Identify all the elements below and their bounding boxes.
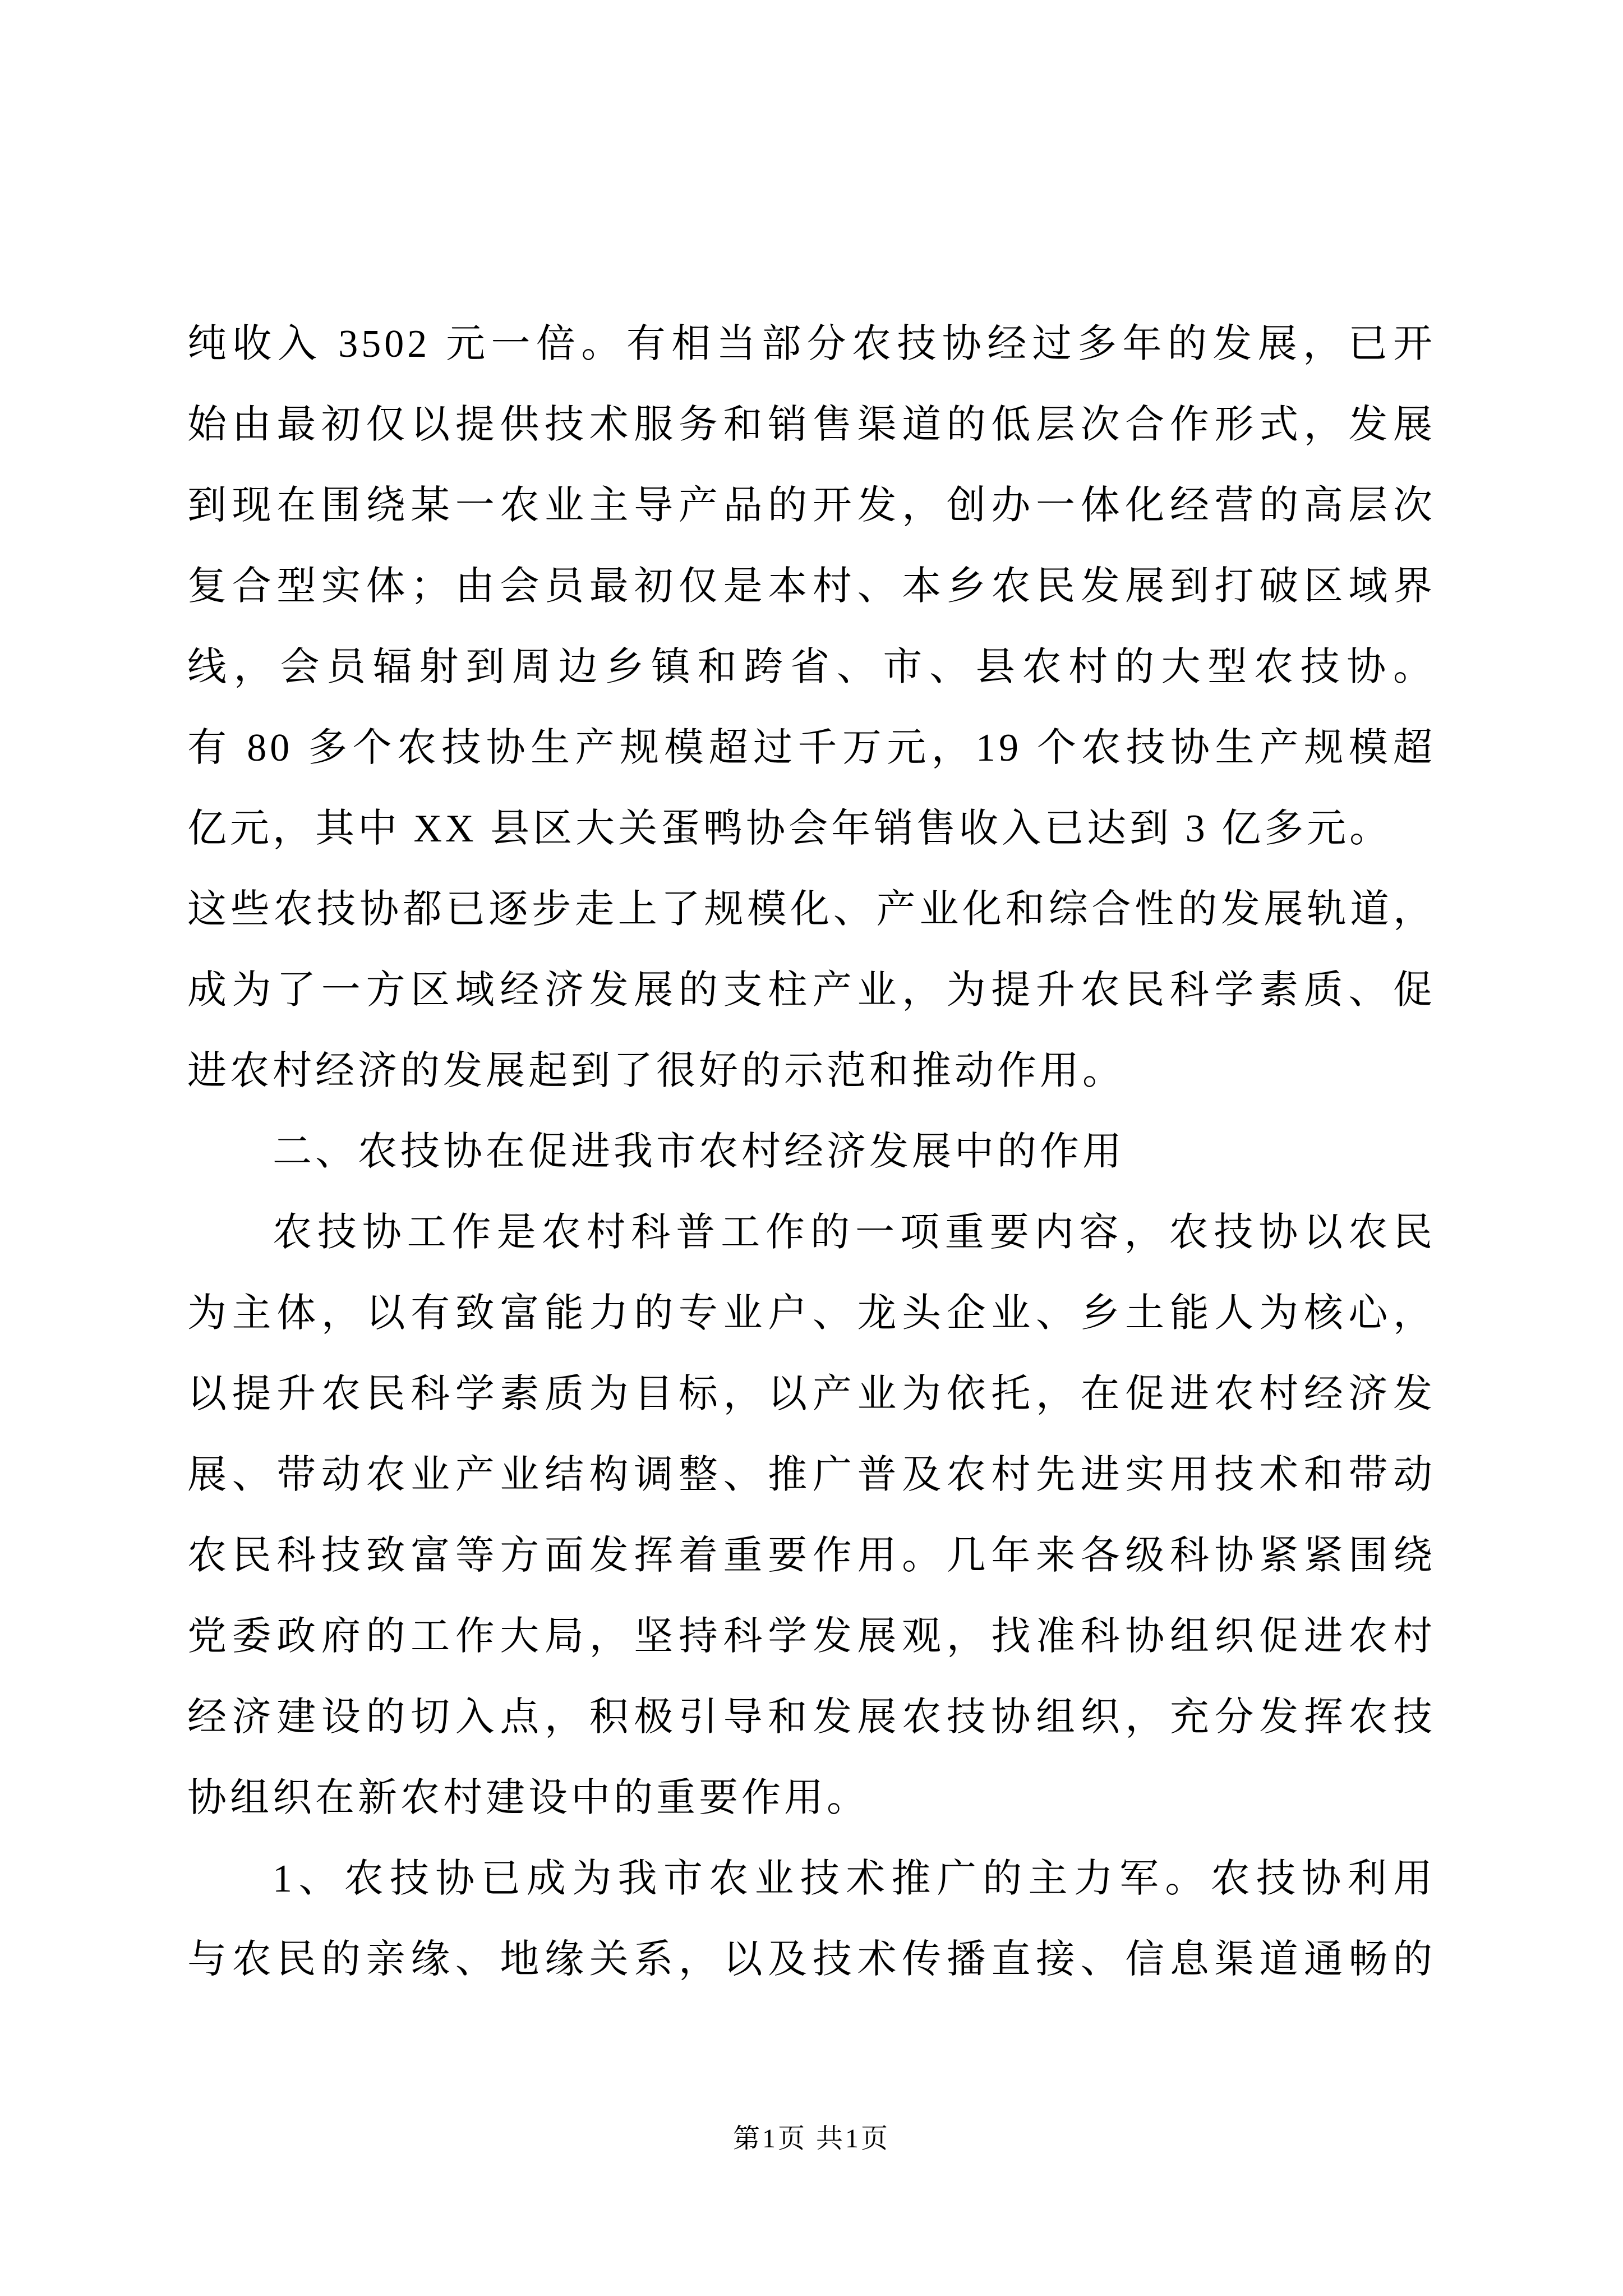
text-line: 展、带动农业产业结构调整、推广普及农村先进实用技术和带动 [187, 1453, 1436, 1497]
text-line: 线，会员辐射到周边乡镇和跨省、市、县农村的大型农技协。 [187, 646, 1436, 689]
text-line: 成为了一方区域经济发展的支柱产业，为提升农民科学素质、促 [187, 969, 1436, 1012]
text-line: 复合型实体；由会员最初仅是本村、本乡农民发展到打破区域界 [187, 565, 1436, 608]
text-line: 进农村经济的发展起到了很好的示范和推动作用。 [187, 1050, 1125, 1093]
text-line: 纯收入 3502 元一倍。有相当部分农技协经过多年的发展，已开 [187, 323, 1436, 366]
page-number-text: 第1页 共1页 [732, 2124, 890, 2154]
text-line: 亿元，其中 XX 县区大关蛋鸭协会年销售收入已达到 3 亿多元。 [187, 807, 1393, 850]
text-line: 农技协工作是农村科普工作的一项重要内容，农技协以农民 [273, 1211, 1436, 1254]
text-line: 这些农技协都已逐步走上了规模化、产业化和综合性的发展轨道， [187, 888, 1436, 931]
text-line: 有 80 多个农技协生产规模超过千万元，19 个农技协生产规模超 [187, 726, 1436, 770]
text-line: 以提升农民科学素质为目标，以产业为依托，在促进农村经济发 [187, 1373, 1436, 1416]
document-body [187, 304, 1436, 2000]
text-line: 为主体，以有致富能力的专业户、龙头企业、乡土能人为核心， [187, 1292, 1436, 1335]
text-line: 与农民的亲缘、地缘关系，以及技术传播直接、信息渠道通畅的 [187, 1938, 1436, 1981]
text-line: 1、农技协已成为我市农业技术推广的主力军。农技协利用 [273, 1857, 1436, 1901]
text-line: 始由最初仅以提供技术服务和销售渠道的低层次合作形式，发展 [187, 403, 1436, 447]
text-line: 农民科技致富等方面发挥着重要作用。几年来各级科协紧紧围绕 [187, 1534, 1436, 1577]
text-line: 经济建设的切入点，积极引导和发展农技协组织，充分发挥农技 [187, 1696, 1436, 1739]
page-footer [0, 2123, 1623, 2155]
text-line: 协组织在新农村建设中的重要作用。 [187, 1777, 869, 1820]
text-line: 党委政府的工作大局，坚持科学发展观，找准科协组织促进农村 [187, 1615, 1436, 1658]
text-line: 到现在围绕某一农业主导产品的开发，创办一体化经营的高层次 [187, 484, 1436, 527]
text-line: 二、农技协在促进我市农村经济发展中的作用 [273, 1130, 1125, 1174]
